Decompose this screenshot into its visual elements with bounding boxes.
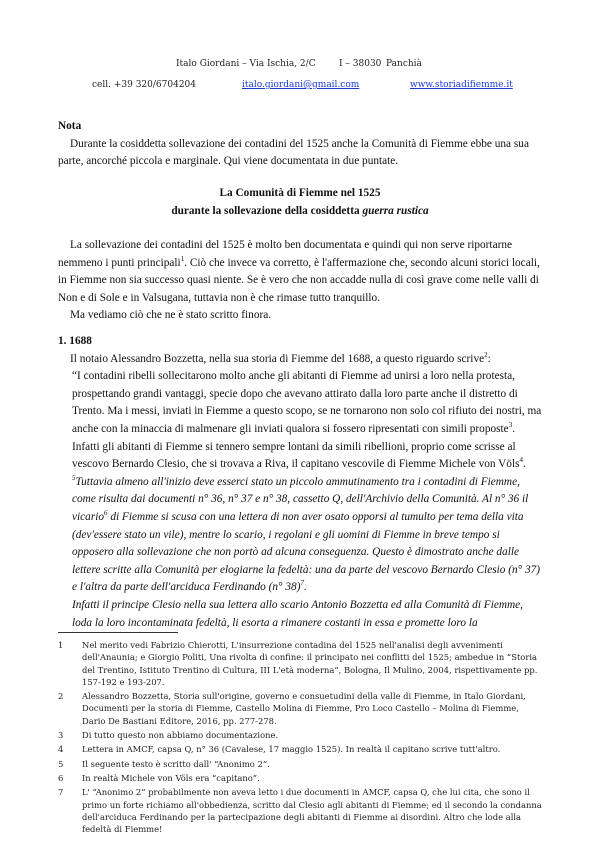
letterhead-phone: cell. +39 320/6704204 xyxy=(92,80,196,90)
footnote xyxy=(58,743,544,755)
website-link[interactable]: www.storiadifiemme.it xyxy=(410,80,513,90)
footnote-ref-7[interactable]: 7 xyxy=(300,579,304,588)
footnote xyxy=(58,729,544,741)
quote-paragraph-1 xyxy=(58,368,542,474)
quote-1-a: “I contadini ribelli sollecitarono molto anche gli abitanti di Fiemme ad unirsi a loro nella protesta, prospettando grandi vantaggi, specie dopo che avevano attirato dalla loro parte anche il distretto di Trento. Ma i messi, inviati in Fiemme a questo scopo, se ne tornarono non solo col rifiuto dei nostri, ma anche con la minaccia di malmenare gli inviati qualora si fossero ripresentati con simili proposte xyxy=(72,370,542,435)
footnotes xyxy=(58,639,544,835)
footnote-ref-4[interactable]: 4 xyxy=(519,456,523,465)
intro-paragraph-2: Ma vediamo ciò che ne è stato scritto finora. xyxy=(70,309,272,322)
footnote-text: Il seguente testo è scritto dall' “Anonimo 2”. xyxy=(82,758,270,769)
email-link[interactable]: italo.giordani@gmail.com xyxy=(242,80,360,90)
intro-paragraph-1 xyxy=(58,237,542,307)
quote-2-c: . xyxy=(303,581,307,594)
quote-1-c: . xyxy=(522,458,526,471)
document-title xyxy=(58,185,542,220)
footnote xyxy=(58,772,544,784)
footnote-number: 2 xyxy=(58,691,64,702)
footnote-number: 6 xyxy=(58,772,64,783)
section-1 xyxy=(58,333,542,632)
letterhead-address: Italo Giordani – Via Ischia, 2/C xyxy=(176,59,316,69)
quote-2-a: Tuttavia almeno all'inizio deve esserci stato un piccolo ammutinamento tra i contadini di Fiemme, come risulta dai documenti n° 36, n° 37 e n° 38, cassetto Q, dell'Archivio della Comunità. Al n° 36 il vicario xyxy=(72,475,529,523)
footnote-ref-1[interactable]: 1 xyxy=(180,254,185,263)
footnote-number: 1 xyxy=(58,640,64,650)
title-line-2 xyxy=(58,203,542,221)
quote-1-b: . Infatti gli abitanti di Fiemme si tennero sempre lontani da simili ribellioni, proprio come scrisse al vescovo Bernardo Clesio, che si trovava a Riva, il capitano vescovile di Fiemme Michele von Völs xyxy=(72,422,520,471)
footnote-text: Lettera in AMCF, capsa Q, n° 36 (Cavalese, 17 maggio 1525). In realtà il capitano scrive tutt'altro. xyxy=(82,744,501,755)
title-line-2-prefix: durante la sollevazione della cosiddetta xyxy=(171,204,363,217)
nota-heading: Nota xyxy=(58,120,82,132)
footnote-ref-3[interactable]: 3 xyxy=(508,421,513,430)
quote-paragraph-2 xyxy=(58,474,542,597)
footnote xyxy=(58,786,544,835)
footnote-text: In realtà Michele von Völs era “capitano”. xyxy=(82,772,260,783)
section-1-lead-b: : xyxy=(487,352,491,365)
quote-2-b: di Fiemme si scusa con una lettera di non aver osato opporsi al tumulto per tema della vita (dev'essere stato un vile), mentre lo scario, i regolani e gli uomini di Fiemme in breve tempo si opposero alla sollevazione che non portò ad alcuna conseguenza. Questo è dimostrato anche dalle lettere scritte alla Comunità per elogiarne la fedeltà: una da parte del vescovo Bernardo Clesio (n° 37) e l'altra da parte dell'arciduca Ferdinando (n° 38) xyxy=(72,510,541,594)
footnote-number: 7 xyxy=(58,787,64,798)
letterhead-postal-code: I – 38030 xyxy=(339,59,382,69)
footnote xyxy=(58,690,544,727)
title-line-1: La Comunità di Fiemme nel 1525 xyxy=(219,187,381,199)
footnote-number: 3 xyxy=(58,730,64,741)
footnote-number: 5 xyxy=(58,758,64,769)
footnote-ref-6[interactable]: 6 xyxy=(104,509,108,518)
section-1-lead-a: Il notaio Alessandro Bozzetta, nella sua storia di Fiemme del 1688, a questo riguardo scrive xyxy=(70,352,485,365)
footnote-text: Alessandro Bozzetta, Storia sull'origine, governo e consuetudini della valle di Fiemme, in Italo Giordani, Documenti per la storia di Fiemme, Castello Molina di Fiemme, Pro Loco Castello – Molina di Fiemme, Dario De Bastiani Editore, 2016, pp. 277-278. xyxy=(82,691,526,726)
letterhead-town: Panchià xyxy=(386,59,422,69)
section-1-heading: 1. 1688 xyxy=(58,335,92,347)
footnote-ref-5[interactable]: 5 xyxy=(72,473,76,482)
intro-p1-a: La sollevazione dei contadini del 1525 è molto ben documentata e quindi qui non serve riportarne nemmeno i punti principali xyxy=(58,239,513,269)
nota-section xyxy=(58,118,542,171)
footnote-text: L' “Anonimo 2” probabilmente non aveva letto i due documenti in AMCF, capsa Q, che lui cita, che sono il primo un forte richiamo all'obbedienza, scritto dal Clesio agli abitanti di Fiemme; ed il secondo la condanna dell'arciduca Ferdinando per la partecipazione degli abitanti di Fiemme ai disordini. Altro che lode alla fedeltà di Fiemme! xyxy=(82,787,542,835)
footnote-text: Di tutto questo non abbiamo documentazione. xyxy=(82,730,279,741)
footnote-number: 4 xyxy=(58,744,64,755)
nota-text: Durante la cosiddetta sollevazione dei contadini del 1525 anche la Comunità di Fiemme ebbe una sua parte, ancorché piccola e marginale. Qui viene documentata in due puntate. xyxy=(58,137,529,168)
footnote xyxy=(58,639,544,688)
title-line-2-italic: guerra rustica xyxy=(362,204,429,217)
intro-p1-b: . Ciò che invece va corretto, è l'affermazione che, secondo alcuni storici locali, in Fiemme non sia successo quasi niente. Se è vero che non accadde nulla di così grave come nelle valli di Non e di Sole e in Valsugana, tuttavia non è che rimase tutto tranquillo. xyxy=(58,256,540,304)
quote-paragraph-3: Infatti il principe Clesio nella sua lettera allo scario Antonio Bozzetta ed alla Comunità di Fiemme, loda la loro incontaminata fedeltà, li esorta a rimanere costanti in essa e promette loro la xyxy=(72,598,524,629)
footnote-text: Nel merito vedi Fabrizio Chierotti, L'insurrezione contadina del 1525 nell'analisi degli avvenimenti dell'Anaunia; e Giorgio Politi, Una rivolta di confine: il principato nei conflitti del 1525; ambedue in “Storia del Trentino, Istituto Trentino di Cultura, III L'età moderna”, Bologna, Il Mulino, 2004, rispettivamente pp. 157-192 e 193-207. xyxy=(82,640,538,687)
footnote xyxy=(58,758,544,770)
section-1-lead xyxy=(58,351,542,369)
footnote-ref-2[interactable]: 2 xyxy=(484,350,488,359)
footnote-divider xyxy=(58,632,178,633)
intro-section xyxy=(58,237,542,325)
